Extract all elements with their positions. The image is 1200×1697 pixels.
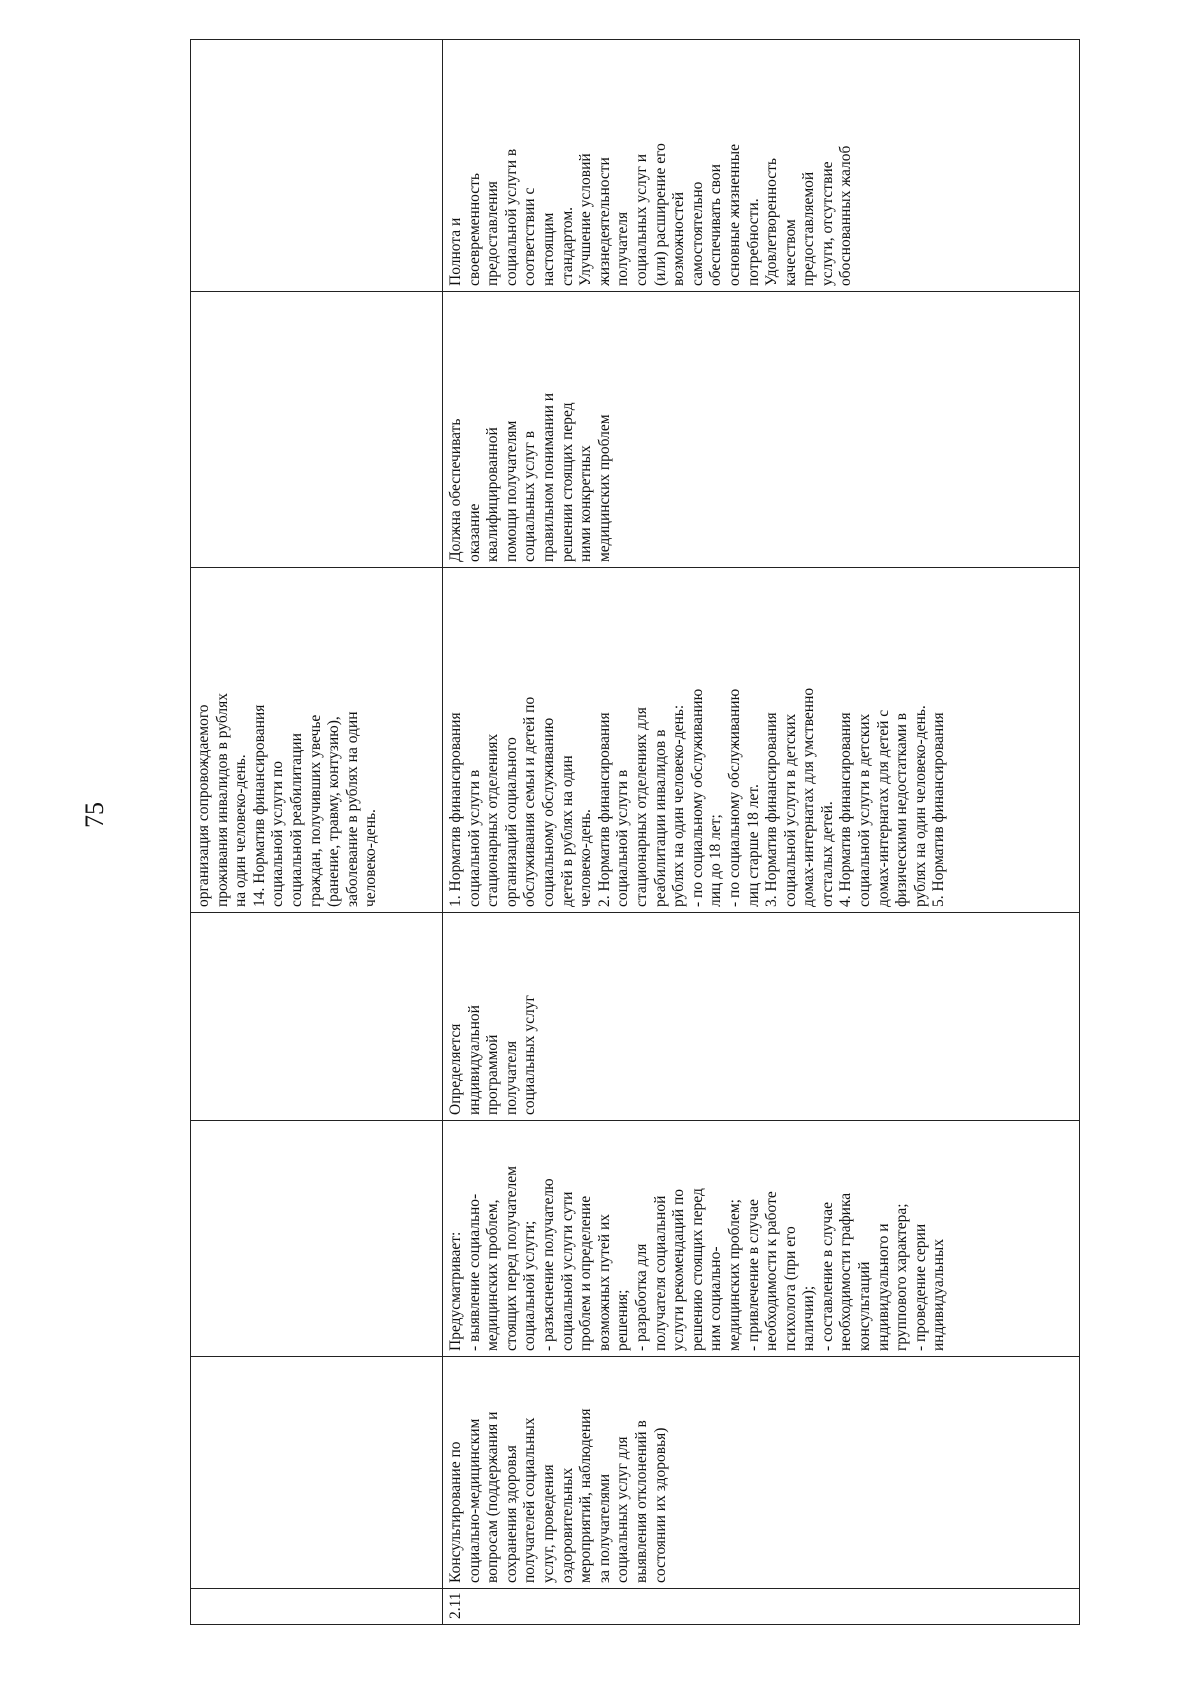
row1-volume-cell [191, 913, 443, 1121]
row1-financing-norms-cell: организация сопровождаемого проживания инвалидов в рублях на один человеко-день. 14. Норматив финансирования социальной услуги по социальной реабилитации граждан, получивших увечье (ранение, травму, контузию), заболевание в рублях на один человеко-день. [191, 568, 443, 913]
row2-conditions-cell: Должна обеспечивать оказание квалифицированной помощи получателям социальных услуг в правильном понимании и решении стоящих перед ними конкретных медицинских проблем [443, 292, 1080, 568]
row2-volume-cell: Определяется индивидуальной программой получателя социальных услуг [443, 913, 1080, 1121]
row1-quality-cell [191, 40, 443, 292]
row2-number-cell: 2.11 [443, 1589, 1080, 1625]
services-table [190, 39, 1080, 1625]
page-number: 75 [80, 802, 109, 828]
row2-financing-norms-cell: 1. Норматив финансирования социальной услуги в стационарных отделениях организаций социального обслуживания семьи и детей по социальному обслуживанию детей в рублях на один человеко-день. 2. Норматив финансирования социальной услуги в стационарных отделениях для реабилитации инвалидов в рублях на один человеко-день: - по социальному обслуживанию лиц до 18 лет; - по социальному обслуживанию лиц старше 18 лет. 3. Норматив финансирования социальной услуги в детских домах-интернатах для умственно отсталых детей. 4. Норматив финансирования социальной услуги в детских домах-интернатах для детей с физическими недостатками в рублях на один человеко-день. 5. Норматив финансирования [443, 568, 1080, 913]
row2-description-cell: Предусматривает: - выявление социально- медицинских проблем, стоящих перед получателем социальной услуги; - разъяснение получателю социальной услуги сути проблем и определение возможных путей их решения; - разработка для получателя социальной услуги рекомендаций по решению стоящих перед ним социально- медицинских проблем; - привлечение в случае необходимости к работе психолога (при его наличии); - составление в случае необходимости графика консультаций индивидуального и группового характера; - проведение серии индивидуальных [443, 1121, 1080, 1357]
row2-service-name-cell: Консультирование по социально-медицинским вопросам (поддержания и сохранения здоровья получателей социальных услуг, проведения оздоровительных мероприятий, наблюдения за получателями социальных услуг для выявления отклонений в состоянии их здоровья) [443, 1357, 1080, 1589]
row1-conditions-cell [191, 292, 443, 568]
row1-service-name-cell [191, 1357, 443, 1589]
row1-description-cell [191, 1121, 443, 1357]
row2-quality-cell: Полнота и своевременность предоставления социальной услуги в соответствии с настоящим стандартом. Улучшение условий жизнедеятельности получателя социальных услуг и (или) расширение его возможностей самостоятельно обеспечивать свои основные жизненные потребности. Удовлетворенность качеством предоставляемой услуги, отсутствие обоснованных жалоб [443, 40, 1080, 292]
table-row [443, 40, 1080, 1625]
row1-number-cell [191, 1589, 443, 1625]
rotated-table-wrapper [190, 40, 1080, 1625]
table-row [191, 40, 443, 1625]
